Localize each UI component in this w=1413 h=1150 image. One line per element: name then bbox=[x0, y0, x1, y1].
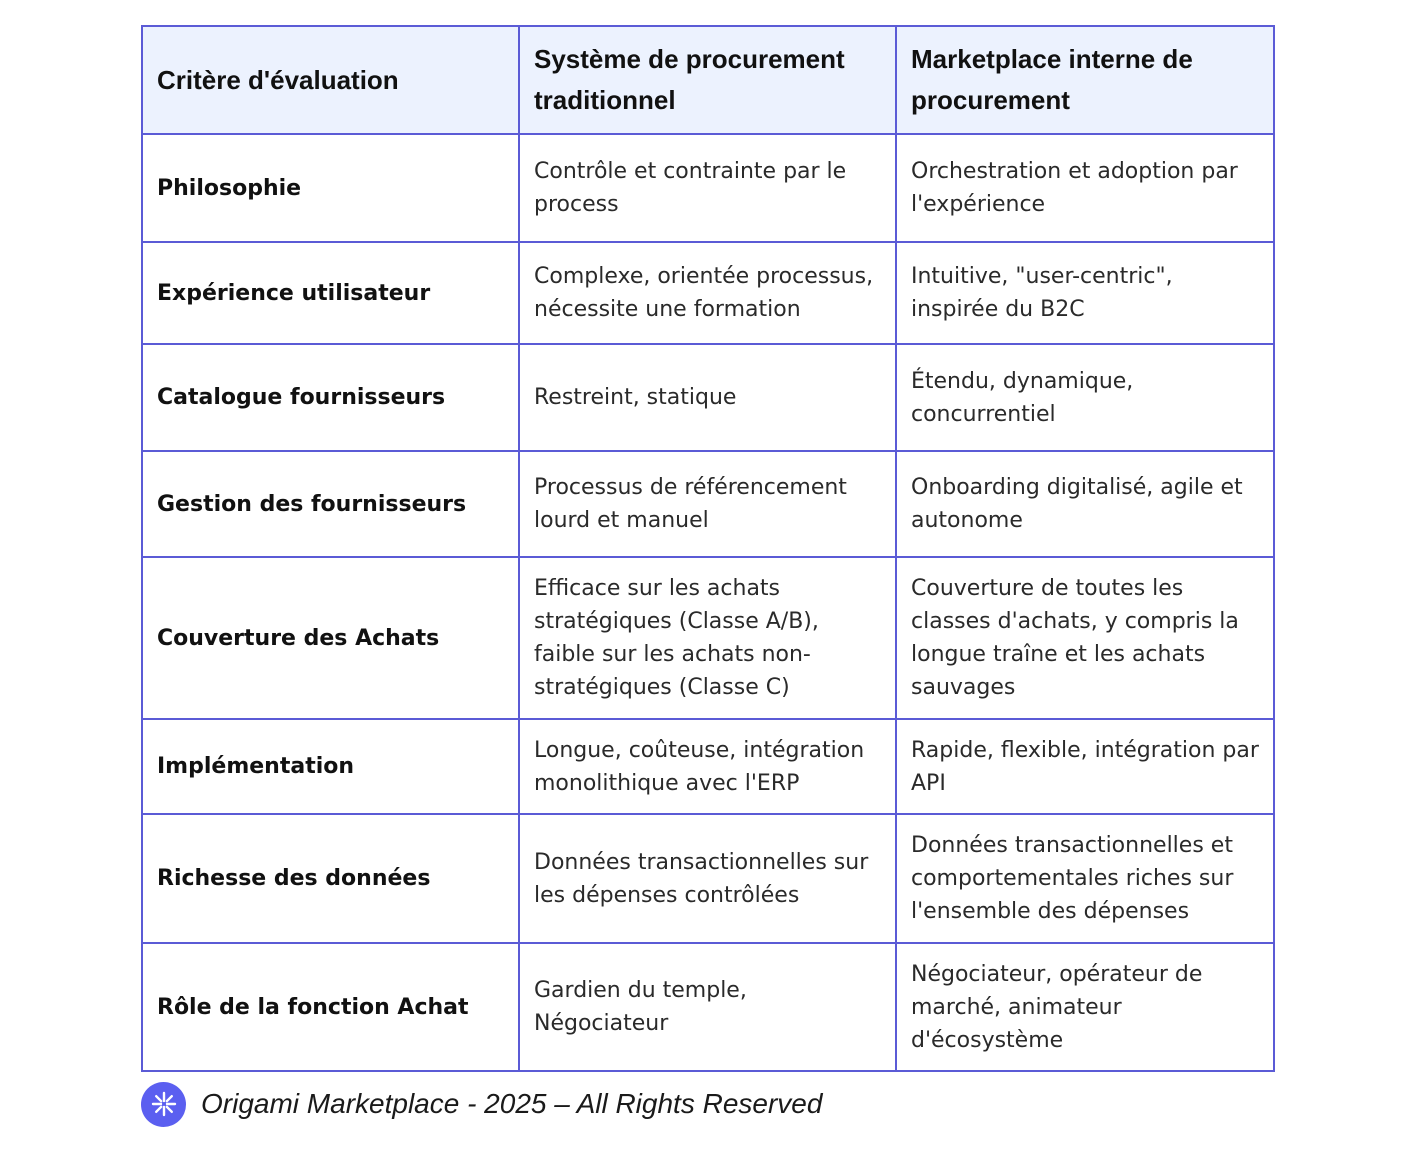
traditional-cell: Restreint, statique bbox=[519, 344, 896, 451]
header-traditional: Système de procurement traditionnel bbox=[519, 26, 896, 134]
table-row bbox=[142, 719, 1274, 814]
criterion-cell: Couverture des Achats bbox=[142, 557, 519, 719]
traditional-cell: Efficace sur les achats stratégiques (Classe A/B), faible sur les achats non-stratégiques (Classe C) bbox=[519, 557, 896, 719]
criterion-cell: Richesse des données bbox=[142, 814, 519, 943]
traditional-cell: Processus de référencement lourd et manuel bbox=[519, 451, 896, 557]
traditional-cell: Contrôle et contrainte par le process bbox=[519, 134, 896, 242]
marketplace-cell: Intuitive, "user-centric", inspirée du B2C bbox=[896, 242, 1274, 344]
marketplace-cell: Données transactionnelles et comportementales riches sur l'ensemble des dépenses bbox=[896, 814, 1274, 943]
marketplace-cell: Onboarding digitalisé, agile et autonome bbox=[896, 451, 1274, 557]
origami-logo-icon bbox=[141, 1082, 186, 1127]
table-row bbox=[142, 134, 1274, 242]
table-row bbox=[142, 344, 1274, 451]
table-body bbox=[142, 134, 1274, 1071]
criterion-cell: Philosophie bbox=[142, 134, 519, 242]
marketplace-cell: Orchestration et adoption par l'expérience bbox=[896, 134, 1274, 242]
marketplace-cell: Étendu, dynamique, concurrentiel bbox=[896, 344, 1274, 451]
marketplace-cell: Rapide, flexible, intégration par API bbox=[896, 719, 1274, 814]
header-row bbox=[142, 26, 1274, 134]
criterion-cell: Catalogue fournisseurs bbox=[142, 344, 519, 451]
marketplace-cell: Négociateur, opérateur de marché, animateur d'écosystème bbox=[896, 943, 1274, 1071]
table-row bbox=[142, 557, 1274, 719]
table-row bbox=[142, 451, 1274, 557]
table-row bbox=[142, 943, 1274, 1071]
criterion-cell: Implémentation bbox=[142, 719, 519, 814]
copyright-text: Origami Marketplace - 2025 – All Rights Reserved bbox=[201, 1088, 823, 1119]
table-header bbox=[142, 26, 1274, 134]
table-row bbox=[142, 242, 1274, 344]
traditional-cell: Complexe, orientée processus, nécessite une formation bbox=[519, 242, 896, 344]
traditional-cell: Données transactionnelles sur les dépenses contrôlées bbox=[519, 814, 896, 943]
criterion-cell: Gestion des fournisseurs bbox=[142, 451, 519, 557]
traditional-cell: Gardien du temple, Négociateur bbox=[519, 943, 896, 1071]
footer bbox=[141, 1081, 822, 1127]
traditional-cell: Longue, coûteuse, intégration monolithique avec l'ERP bbox=[519, 719, 896, 814]
criterion-cell: Expérience utilisateur bbox=[142, 242, 519, 344]
header-marketplace: Marketplace interne de procurement bbox=[896, 26, 1274, 134]
marketplace-cell: Couverture de toutes les classes d'achats, y compris la longue traîne et les achats sauvages bbox=[896, 557, 1274, 719]
header-criterion: Critère d'évaluation bbox=[142, 26, 519, 134]
table-row bbox=[142, 814, 1274, 943]
criterion-cell: Rôle de la fonction Achat bbox=[142, 943, 519, 1071]
comparison-table bbox=[141, 25, 1275, 1072]
